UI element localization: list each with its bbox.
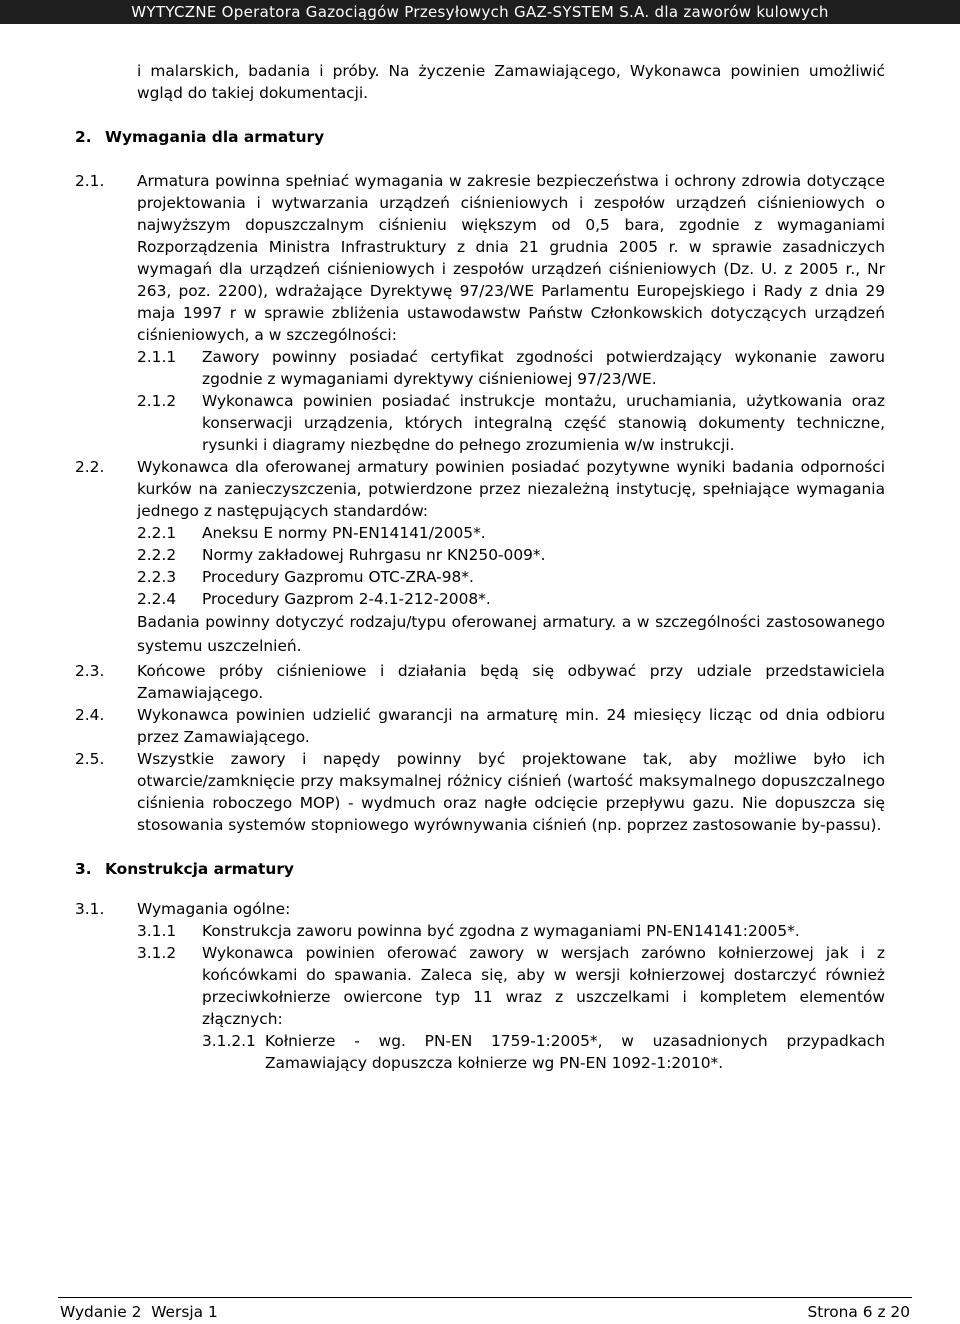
list-item: [202, 1030, 885, 1074]
item-number: 2.2.3: [137, 568, 177, 586]
item-text: Wykonawca powinien posiadać instrukcje montażu, uruchamiania, użytkowania oraz konserwacji urządzenia, których integralną część stanowią dokumenty techniczne, rysunki i diagramy niezbędne do pełnego zrozumienia w/w instrukcji.: [202, 392, 885, 454]
item-number: 2.1.2: [137, 392, 177, 410]
section-2-1: [75, 170, 885, 346]
section-3-number: 3.: [75, 860, 92, 878]
item-text: Kołnierze - wg. PN-EN 1759-1:2005*, w uzasadnionych przypadkach Zamawiający dopuszcza kołnierze wg PN-EN 1092-1:2010*.: [265, 1032, 885, 1072]
item-text: Wykonawca powinien oferować zawory w wersjach zarówno kołnierzowej jak i z końcówkami do spawania. Zaleca się, aby w wersji kołnierzowej dostarczyć również przeciwkołnierze owiercone typ 11 wraz z uszczelkami i kompletem elementów złącznych:: [202, 944, 885, 1028]
section-2-heading: [75, 126, 885, 148]
list-item: [137, 566, 885, 588]
section-3-title: Konstrukcja armatury: [105, 860, 294, 878]
item-text: Procedury Gazpromu OTC-ZRA-98*.: [202, 568, 474, 586]
footer-page-number: Strona 6 z 20: [807, 1303, 910, 1321]
item-text: Konstrukcja zaworu powinna być zgodna z wymaganiami PN-EN14141:2005*.: [202, 922, 800, 940]
section-2-4: [75, 704, 885, 748]
document-body: [75, 60, 885, 1074]
item-text: Procedury Gazprom 2-4.1-212-2008*.: [202, 590, 491, 608]
section-2-3: [75, 660, 885, 704]
list-item: [137, 390, 885, 456]
item-text: Normy zakładowej Ruhrgasu nr KN250-009*.: [202, 546, 546, 564]
section-2-3-number: 2.3.: [75, 662, 105, 680]
item-number: 2.2.1: [137, 524, 177, 542]
list-item: [137, 920, 885, 942]
item-number: 3.1.2: [137, 944, 177, 962]
section-3-1-text: Wymagania ogólne:: [137, 900, 291, 918]
list-item: [137, 588, 885, 610]
document-header: [0, 0, 960, 24]
footer-divider: [58, 1297, 912, 1298]
list-item: [137, 942, 885, 1030]
section-2-2-note: Badania powinny dotyczyć rodzaju/typu oferowanej armatury. a w szczególności zastosowanego systemu uszczelnień.: [137, 613, 885, 655]
section-2-4-number: 2.4.: [75, 706, 105, 724]
item-number: 3.1.1: [137, 922, 177, 940]
item-number: 3.1.2.1: [202, 1032, 256, 1050]
section-2-5-text: Wszystkie zawory i napędy powinny być projektowane tak, aby możliwe było ich otwarcie/zamknięcie przy maksymalnej różnicy ciśnień (wartość maksymalnego dopuszczalnego ciśnienia roboczego MOP) - wydmuch oraz nagłe odcięcie przepływu gazu. Nie dopuszcza się stosowania systemów stopniowego wyrównywania ciśnień (np. poprzez zastosowanie by-passu).: [137, 750, 885, 834]
section-2-5-number: 2.5.: [75, 750, 105, 768]
item-text: Zawory powinny posiadać certyfikat zgodności potwierdzający wykonanie zaworu zgodnie z wymaganiami dyrektywy ciśnieniowej 97/23/WE.: [202, 348, 885, 388]
list-item: [137, 522, 885, 544]
item-number: 2.2.2: [137, 546, 177, 564]
item-number: 2.2.4: [137, 590, 177, 608]
section-2-2: [75, 456, 885, 522]
section-3-heading: [75, 858, 885, 880]
section-2-1-number: 2.1.: [75, 172, 105, 190]
section-2-5: [75, 748, 885, 836]
item-number: 2.1.1: [137, 348, 177, 366]
section-2-3-text: Końcowe próby ciśnieniowe i działania będą się odbywać przy udziale przedstawiciela Zamawiającego.: [137, 662, 885, 702]
section-2-4-text: Wykonawca powinien udzielić gwarancji na armaturę min. 24 miesięcy licząc od dnia odbioru przez Zamawiającego.: [137, 706, 885, 746]
section-2-2-text: Wykonawca dla oferowanej armatury powinien posiadać pozytywne wyniki badania odporności kurków na zanieczyszczenia, potwierdzone przez niezależną instytucję, spełniające wymagania jednego z następujących standardów:: [137, 458, 885, 520]
section-2-title: Wymagania dla armatury: [105, 128, 325, 146]
section-3-1: [75, 898, 885, 920]
section-2-1-text: Armatura powinna spełniać wymagania w zakresie bezpieczeństwa i ochrony zdrowia dotyczące projektowania i wytwarzania urządzeń ciśnieniowych i zespołów urządzeń ciśnieniowych o najwyższym dopuszczalnym ciśnieniu większym od 0,5 bara, zgodnie z wymaganiami Rozporządzenia Ministra Infrastruktury z dnia 21 grudnia 2005 r. w sprawie zasadniczych wymagań dla urządzeń ciśnieniowych i zespołów urządzeń ciśnieniowych (Dz. U. z 2005 r., Nr 263, poz. 2200), wdrażające Dyrektywę 97/23/WE Parlamentu Europejskiego i Rady z dnia 29 maja 1997 r w sprawie zbliżenia ustawodawstw Państw Członkowskich dotyczących urządzeń ciśnieniowych, a w szczególności:: [137, 172, 885, 344]
intro-paragraph: i malarskich, badania i próby. Na życzenie Zamawiającego, Wykonawca powinien umożliwić wgląd do takiej dokumentacji.: [137, 62, 885, 102]
section-3-1-number: 3.1.: [75, 900, 105, 918]
section-2-2-number: 2.2.: [75, 458, 105, 476]
list-item: [137, 346, 885, 390]
list-item: [137, 544, 885, 566]
item-text: Aneksu E normy PN-EN14141/2005*.: [202, 524, 486, 542]
header-title: WYTYCZNE Operatora Gazociągów Przesyłowych GAZ-SYSTEM S.A. dla zaworów kulowych: [131, 3, 829, 21]
footer-edition: Wydanie 2 Wersja 1: [60, 1303, 218, 1321]
section-2-number: 2.: [75, 128, 92, 146]
